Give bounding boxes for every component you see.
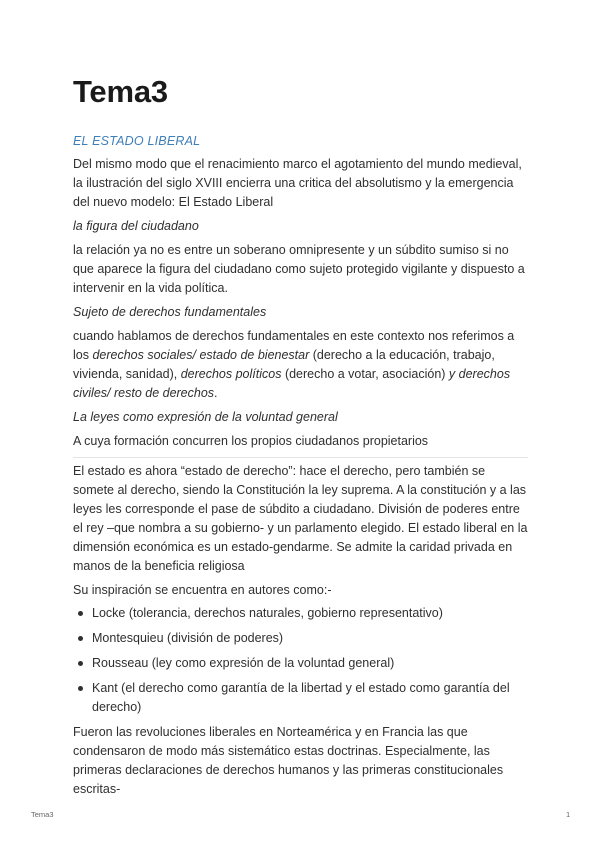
derechos-paragraph xyxy=(73,327,528,403)
intro-paragraph: Del mismo modo que el renacimiento marco el agotamiento del mundo medieval, la ilustración del siglo XVIII encierra una critica del absolutismo y la emergencia del nuevo modelo: El Estado Liberal xyxy=(73,157,522,209)
list-item: Kant (el derecho como garantía de la libertad y el estado como garantía del derecho) xyxy=(73,679,528,717)
derechos-text-2: (derecho a la educación, trabajo, vivienda, sanidad), xyxy=(73,348,495,381)
list-item: Locke (tolerancia, derechos naturales, gobierno representativo) xyxy=(73,604,528,623)
page-content xyxy=(73,72,528,799)
bullet-icon xyxy=(78,636,83,641)
subheading-ciudadano: la figura del ciudadano xyxy=(73,219,199,233)
footer-page-number: 1 xyxy=(566,810,571,819)
derechos-text-1: cuando hablamos de derechos fundamentales en este contexto nos referimos a los xyxy=(73,329,515,362)
derechos-text-3: (derecho a votar, asociación) xyxy=(281,367,449,381)
subheading-leyes: La leyes como expresión de la voluntad general xyxy=(73,410,338,424)
leyes-paragraph: A cuya formación concurren los propios ciudadanos propietarios xyxy=(73,434,429,448)
page-title: Tema3 xyxy=(73,74,168,109)
subheading-derechos: Sujeto de derechos fundamentales xyxy=(73,305,267,319)
list-item: Montesquieu (división de poderes) xyxy=(73,629,528,648)
divider xyxy=(73,457,528,458)
derechos-sociales: derechos sociales/ estado de bienestar xyxy=(92,348,310,362)
revoluciones-paragraph: Fueron las revoluciones liberales en Norteamérica y en Francia las que condensaron de modo más sistemático estas doctrinas. Especialmente, las primeras declaraciones de derechos humanos y las primeras constitucionales escritas- xyxy=(73,725,504,796)
derechos-politicos: derechos políticos xyxy=(180,367,282,381)
bullet-icon xyxy=(78,611,83,616)
footer-title: Tema3 xyxy=(31,810,54,819)
ciudadano-paragraph: la relación ya no es entre un soberano omnipresente y un súbdito sumiso si no que aparece la figura del ciudadano como sujeto protegido vigilante y dispuesto a intervenir en la vida política. xyxy=(73,243,525,295)
derechos-text-4: . xyxy=(214,386,218,400)
list-item: Rousseau (ley como expresión de la voluntad general) xyxy=(73,654,528,673)
authors-list xyxy=(73,604,528,717)
inspiracion-paragraph: Su inspiración se encuentra en autores como:- xyxy=(73,583,332,597)
section-heading: EL ESTADO LIBERAL xyxy=(73,134,201,148)
bullet-icon xyxy=(78,686,83,691)
bullet-icon xyxy=(78,661,83,666)
derechos-civiles: y derechos civiles/ resto de derechos xyxy=(73,367,511,400)
estado-derecho-paragraph: El estado es ahora “estado de derecho”: hace el derecho, pero también se somete al derecho, siendo la Constitución la ley suprema. A la constitución y a las leyes les corresponde el pase de súbdito a ciudadano. División de poderes entre el rey –que nombra a su gobierno- y un parlamento elegido. El estado liberal en la dimensión económica es un estado-gendarme. Se admite la caridad privada en manos de la beneficia religiosa xyxy=(73,464,528,573)
